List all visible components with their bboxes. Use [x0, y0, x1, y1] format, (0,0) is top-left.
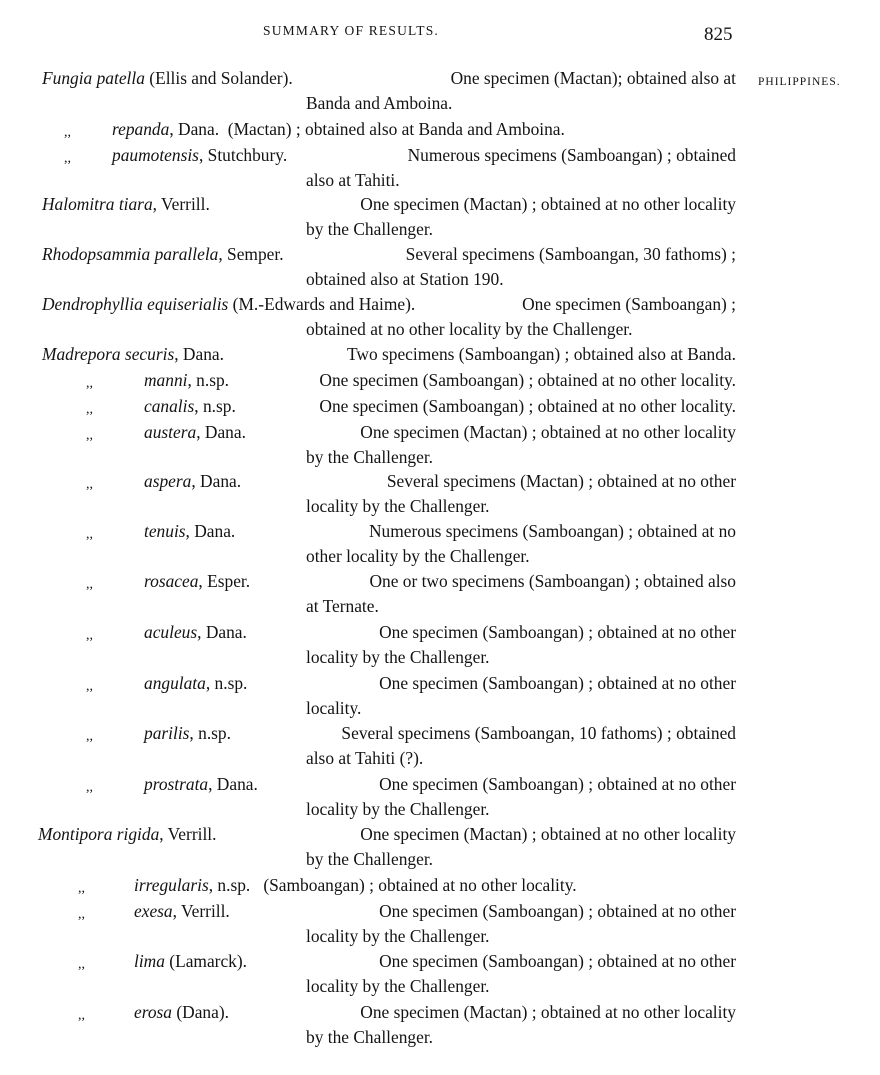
running-head: SUMMARY OF RESULTS.: [263, 23, 439, 38]
entry-text: Several specimens (Mactan) ; obtained at no other: [386, 471, 736, 491]
authority: , Dana.: [174, 344, 224, 364]
entry-text: One specimen (Mactan) ; obtained at no other locality: [360, 422, 736, 442]
authority: , Verrill.: [172, 901, 230, 921]
species-name: aculeus: [144, 622, 198, 642]
entry-continuation: locality by the Challenger.: [306, 496, 490, 516]
genus-name: Halomitra: [42, 194, 115, 214]
entry-text: One specimen (Samboangan) ; obtained at no other: [379, 901, 736, 921]
species-name: securis: [124, 344, 175, 364]
genus-name: Rhodopsammia: [42, 244, 151, 264]
entry-text: One specimen (Samboangan) ; obtained at no other: [379, 774, 736, 794]
ditto-mark: ,,: [86, 577, 93, 592]
ditto-mark: ,,: [78, 957, 85, 972]
entry-text: One specimen (Samboangan) ;: [522, 294, 736, 314]
authority: , Dana.: [169, 119, 220, 139]
entry-text: One specimen (Samboangan) ; obtained at no other: [379, 622, 736, 642]
entry-continuation: locality.: [306, 698, 362, 718]
ditto-mark: ,,: [86, 376, 93, 391]
species-name: erosa: [134, 1002, 172, 1022]
entry-text: Two specimens (Samboangan) ; obtained also at Banda.: [346, 344, 736, 364]
authority: (Ellis and Solander).: [149, 68, 293, 88]
entry-text: One specimen (Mactan) ; obtained at no other locality: [360, 1002, 736, 1022]
authority: , Stutchbury.: [198, 145, 288, 165]
species-name: angulata: [144, 673, 206, 693]
species-name: manni: [144, 370, 188, 390]
authority: , Dana.: [191, 471, 242, 491]
genus-name: Fungia: [42, 68, 93, 88]
entry-continuation: by the Challenger.: [306, 1027, 434, 1047]
genus-name: Dendrophyllia: [42, 294, 143, 314]
entry-text: (Samboangan) ; obtained at no other locality.: [263, 875, 577, 895]
ditto-mark: ,,: [64, 125, 71, 140]
authority: , n.sp.: [205, 673, 248, 693]
species-name: patella: [96, 68, 145, 88]
entry-text: Several specimens (Samboangan, 10 fathoms) ; obtained: [341, 723, 736, 743]
ditto-mark: ,,: [86, 477, 93, 492]
species-name: irregularis: [134, 875, 209, 895]
species-name: rosacea: [144, 571, 199, 591]
ditto-mark: ,,: [86, 679, 93, 694]
authority: , n.sp.: [208, 875, 251, 895]
authority: , Dana.: [185, 521, 236, 541]
entry-continuation: also at Tahiti (?).: [306, 748, 424, 768]
species-name: exesa: [134, 901, 173, 921]
entry-text: Numerous specimens (Samboangan) ; obtained at no: [368, 521, 736, 541]
entry-text: Numerous specimens (Samboangan) ; obtained: [407, 145, 736, 165]
ditto-mark: ,,: [86, 628, 93, 643]
entry-continuation: locality by the Challenger.: [306, 976, 490, 996]
genus-name: Madrepora: [42, 344, 121, 364]
authority: , n.sp.: [187, 370, 230, 390]
authority: , Semper.: [218, 244, 284, 264]
authority: , n.sp.: [189, 723, 231, 743]
entry-continuation: obtained at no other locality by the Challenger.: [306, 319, 633, 339]
authority: , Esper.: [198, 571, 251, 591]
species-name: rigida: [116, 824, 160, 844]
ditto-mark: ,,: [78, 881, 85, 896]
authority: (Dana).: [176, 1002, 229, 1022]
authority: , Dana.: [197, 622, 247, 642]
species-name: parallela: [154, 244, 219, 264]
ditto-mark: ,,: [86, 402, 93, 417]
entry-continuation: obtained also at Station 190.: [306, 269, 504, 289]
entry-text: One specimen (Mactan) ; obtained at no other locality: [360, 194, 736, 214]
species-name: parilis: [144, 723, 190, 743]
authority: , Verrill.: [159, 824, 217, 844]
ditto-mark: ,,: [78, 907, 85, 922]
ditto-mark: ,,: [78, 1008, 85, 1023]
genus-name: Montipora: [38, 824, 113, 844]
entry-continuation: locality by the Challenger.: [306, 926, 490, 946]
entry-text: One specimen (Mactan); obtained also at: [450, 68, 736, 88]
species-name: tenuis: [144, 521, 186, 541]
ditto-mark: ,,: [86, 428, 93, 443]
species-name: canalis: [144, 396, 195, 416]
entry-continuation: also at Tahiti.: [306, 170, 400, 190]
page-number: 825: [704, 24, 733, 45]
ditto-mark: ,,: [64, 151, 71, 166]
authority: , Dana.: [196, 422, 246, 442]
entry-text: (Mactan) ; obtained also at Banda and Amboina.: [227, 119, 565, 139]
authority: , Dana.: [208, 774, 258, 794]
entry-text: One specimen (Samboangan) ; obtained at no other locality.: [319, 396, 736, 416]
authority: (Lamarck).: [169, 951, 248, 971]
entry-text: Several specimens (Samboangan, 30 fathoms) ;: [405, 244, 736, 264]
entry-continuation: at Ternate.: [306, 596, 379, 616]
entry-continuation: by the Challenger.: [306, 219, 434, 239]
entry-continuation: locality by the Challenger.: [306, 799, 490, 819]
side-note: PHILIPPINES.: [758, 76, 841, 88]
ditto-mark: ,,: [86, 780, 93, 795]
ditto-mark: ,,: [86, 729, 93, 744]
ditto-mark: ,,: [86, 527, 93, 542]
species-name: aspera: [144, 471, 192, 491]
entry-text: One specimen (Samboangan) ; obtained at no other: [379, 673, 736, 693]
species-name: paumotensis: [112, 145, 199, 165]
entry-text: One specimen (Samboangan) ; obtained at no other locality.: [319, 370, 736, 390]
species-name: lima: [134, 951, 165, 971]
entry-continuation: by the Challenger.: [306, 849, 434, 869]
entry-text: One specimen (Samboangan) ; obtained at no other: [379, 951, 736, 971]
entry-text: One or two specimens (Samboangan) ; obtained also: [369, 571, 736, 591]
species-name: equiserialis: [147, 294, 229, 314]
authority: (M.-Edwards and Haime).: [232, 294, 416, 314]
entry-continuation: by the Challenger.: [306, 447, 434, 467]
species-name: tiara: [118, 194, 153, 214]
authority: , Verrill.: [152, 194, 210, 214]
entry-continuation: Banda and Amboina.: [306, 93, 453, 113]
entry-text: One specimen (Mactan) ; obtained at no other locality: [360, 824, 736, 844]
entry-continuation: other locality by the Challenger.: [306, 546, 530, 566]
entry-continuation: locality by the Challenger.: [306, 647, 490, 667]
species-name: austera: [144, 422, 197, 442]
species-name: prostrata: [144, 774, 209, 794]
species-name: repanda: [112, 119, 170, 139]
authority: , n.sp.: [194, 396, 236, 416]
